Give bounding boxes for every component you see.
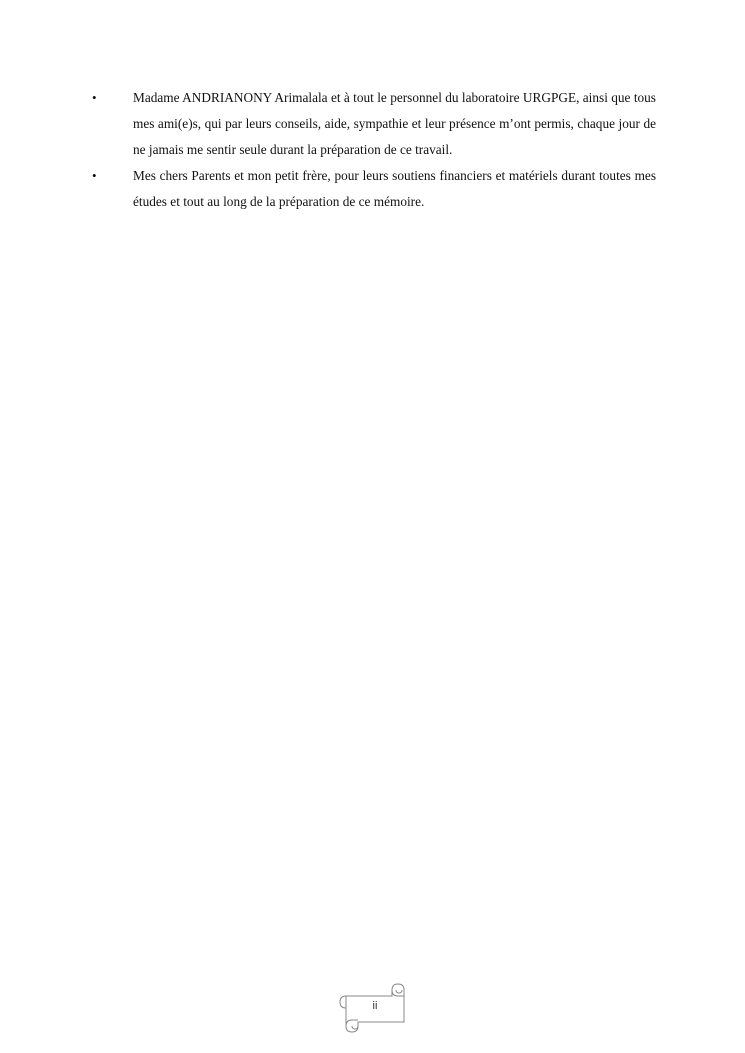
page-footer [336,982,408,1034]
acknowledgement-list [92,85,656,215]
list-item-text: Madame ANDRIANONY Arimalala et à tout le personnel du laboratoire URGPGE, ainsi que tous mes ami(e)s, qui par leurs conseils, aide, sympathie et leur présence m’ont permis, chaque jour de ne jamais me sentir seule durant la préparation de ce travail. [133,90,656,157]
bullet-icon: • [92,90,97,105]
bullet-icon: • [92,168,97,183]
list-item [92,85,656,163]
list-item-text: Mes chers Parents et mon petit frère, pour leurs soutiens financiers et matériels durant toutes mes études et tout au long de la préparation de ce mémoire. [133,168,656,209]
page-number: ii [372,1000,378,1012]
list-item [92,163,656,215]
